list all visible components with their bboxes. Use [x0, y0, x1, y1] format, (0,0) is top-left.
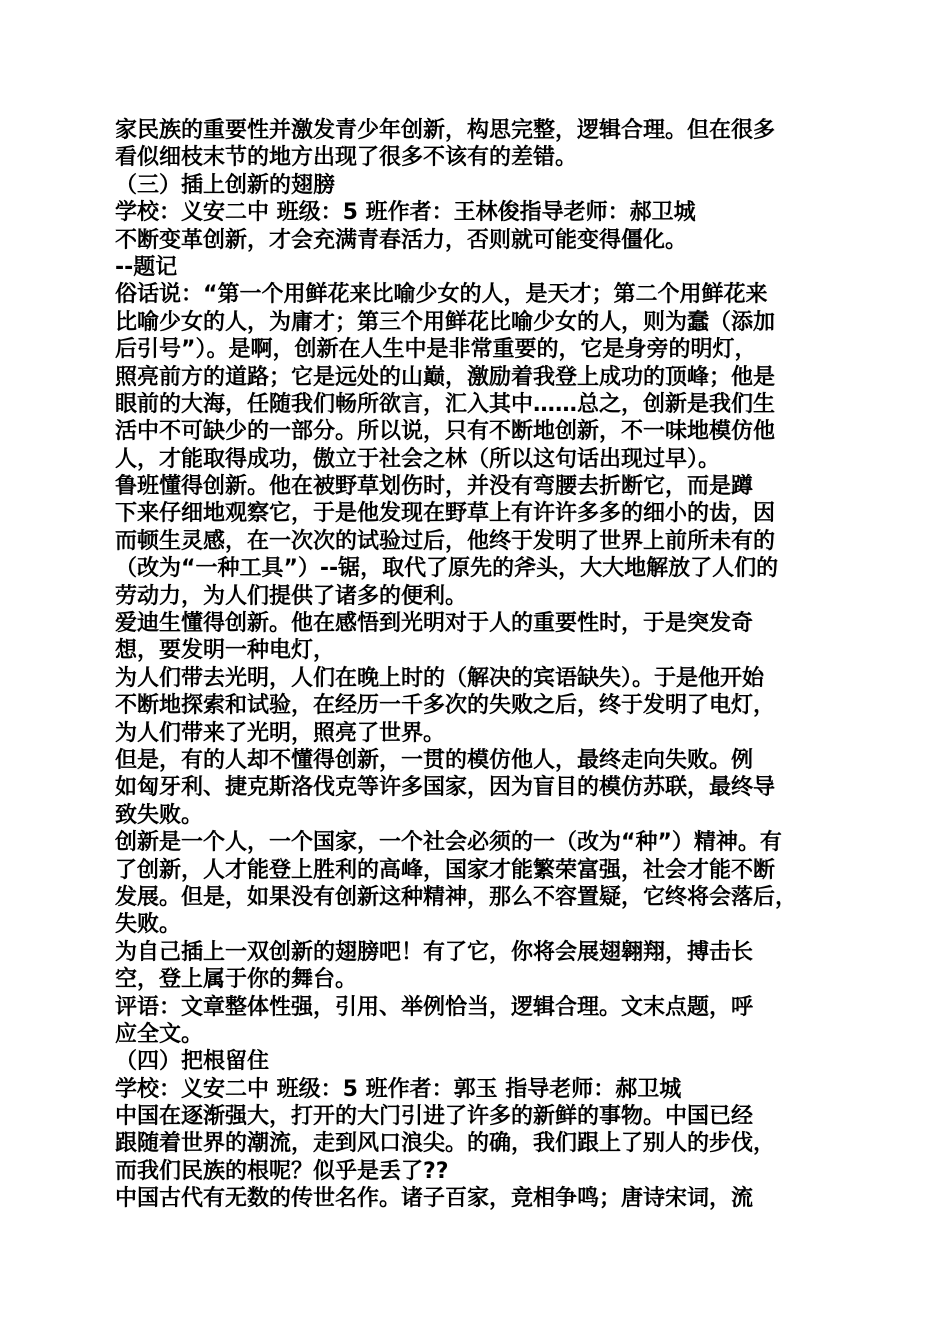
- text-line: 活中不可缺少的一部分。所以说，只有不断地创新，不一味地模仿他: [115, 419, 776, 445]
- text-line: 比喻少女的人，为庸才；第三个用鲜花比喻少女的人，则为蠢（添加: [115, 309, 776, 335]
- comment-line: 评语：文章整体性强，引用、举例恰当，逻辑合理。文末点题，呼: [115, 994, 754, 1020]
- comment-line: 应全文。: [115, 1021, 204, 1047]
- text-line: 鲁班懂得创新。他在被野草划伤时，并没有弯腰去折断它，而是蹲: [115, 474, 754, 500]
- text-line: 不断地探索和试验，在经历一千多次的失败之后，终于发明了电灯，: [115, 693, 776, 719]
- author-info: 学校：义安二中 班级：5 班作者：王林俊指导老师：郝卫城: [115, 200, 696, 226]
- text-line: 但是，有的人却不懂得创新，一贯的模仿他人，最终走向失败。例: [115, 747, 754, 773]
- text-line: 发展。但是，如果没有创新这种精神，那么不容置疑，它终将会落后，: [115, 884, 798, 910]
- text-line: 了创新，人才能登上胜利的高峰，国家才能繁荣富强，社会才能不断: [115, 857, 776, 883]
- text-line: 如匈牙利、捷克斯洛伐克等许多国家，因为盲目的模仿苏联，最终导: [115, 775, 776, 801]
- text-line: 下来仔细地观察它，于是他发现在野草上有许许多多的细小的齿，因: [115, 501, 776, 527]
- essay-text: [115, 117, 850, 1213]
- text-line: 中国在逐渐强大，打开的大门引进了许多的新鲜的事物。中国已经: [115, 1104, 754, 1130]
- section-heading: （四）把根留住: [115, 1049, 270, 1075]
- text-line: 空，登上属于你的舞台。: [115, 967, 358, 993]
- text-line: 家民族的重要性并激发青少年创新，构思完整，逻辑合理。但在很多: [115, 118, 776, 143]
- text-line: 眼前的大海，任随我们畅所欲言，汇入其中……总之，创新是我们生: [115, 391, 776, 417]
- text-line: 而我们民族的根呢？似乎是丢了??: [115, 1158, 449, 1184]
- text-line: 跟随着世界的潮流，走到风口浪尖。的确，我们跟上了别人的步伐，: [115, 1131, 776, 1157]
- text-line: 而顿生灵感，在一次次的试验过后，他终于发明了世界上前所未有的: [115, 528, 776, 554]
- text-line: 为人们带去光明，人们在晚上时的（解决的宾语缺失）。于是他开始: [115, 665, 765, 691]
- text-line: 创新是一个人，一个国家，一个社会必须的一（改为“种”）精神。有: [115, 830, 782, 856]
- text-line: 劳动力，为人们提供了诸多的便利。: [115, 583, 468, 609]
- text-line: 看似细枝末节的地方出现了很多不该有的差错。: [115, 145, 578, 171]
- text-line: 照亮前方的道路；它是远处的山巅，激励着我登上成功的顶峰；他是: [115, 364, 776, 390]
- text-line: 为人们带来了光明，照亮了世界。: [115, 720, 446, 746]
- epigraph-attribution: --题记: [115, 254, 178, 280]
- text-line: 为自己插上一双创新的翅膀吧！有了它，你将会展翅翱翔，搏击长: [115, 939, 754, 965]
- epigraph: 不断变革创新，才会充满青春活力，否则就可能变得僵化。: [115, 227, 688, 253]
- text-line: 想，要发明一种电灯，: [115, 638, 336, 664]
- text-line: 爱迪生懂得创新。他在感悟到光明对于人的重要性时，于是突发奇: [115, 611, 754, 637]
- section-heading: （三）插上创新的翅膀: [115, 172, 336, 198]
- text-line: 中国古代有无数的传世名作。诸子百家，竞相争鸣；唐诗宋词，流: [115, 1186, 754, 1212]
- text-line: 失败。: [115, 912, 182, 938]
- text-line: 人，才能取得成功，傲立于社会之林（所以这句话出现过早）。: [115, 446, 721, 472]
- author-info: 学校：义安二中 班级：5 班作者：郭玉 指导老师：郝卫城: [115, 1076, 682, 1102]
- text-line: （改为“一种工具”）--锯，取代了原先的斧头，大大地解放了人们的: [115, 556, 779, 582]
- text-line: 俗话说：“第一个用鲜花来比喻少女的人，是天才；第二个用鲜花来: [115, 282, 768, 308]
- text-line: 后引号”）。是啊，创新在人生中是非常重要的，它是身旁的明灯，: [115, 337, 757, 363]
- text-line: 致失败。: [115, 802, 204, 828]
